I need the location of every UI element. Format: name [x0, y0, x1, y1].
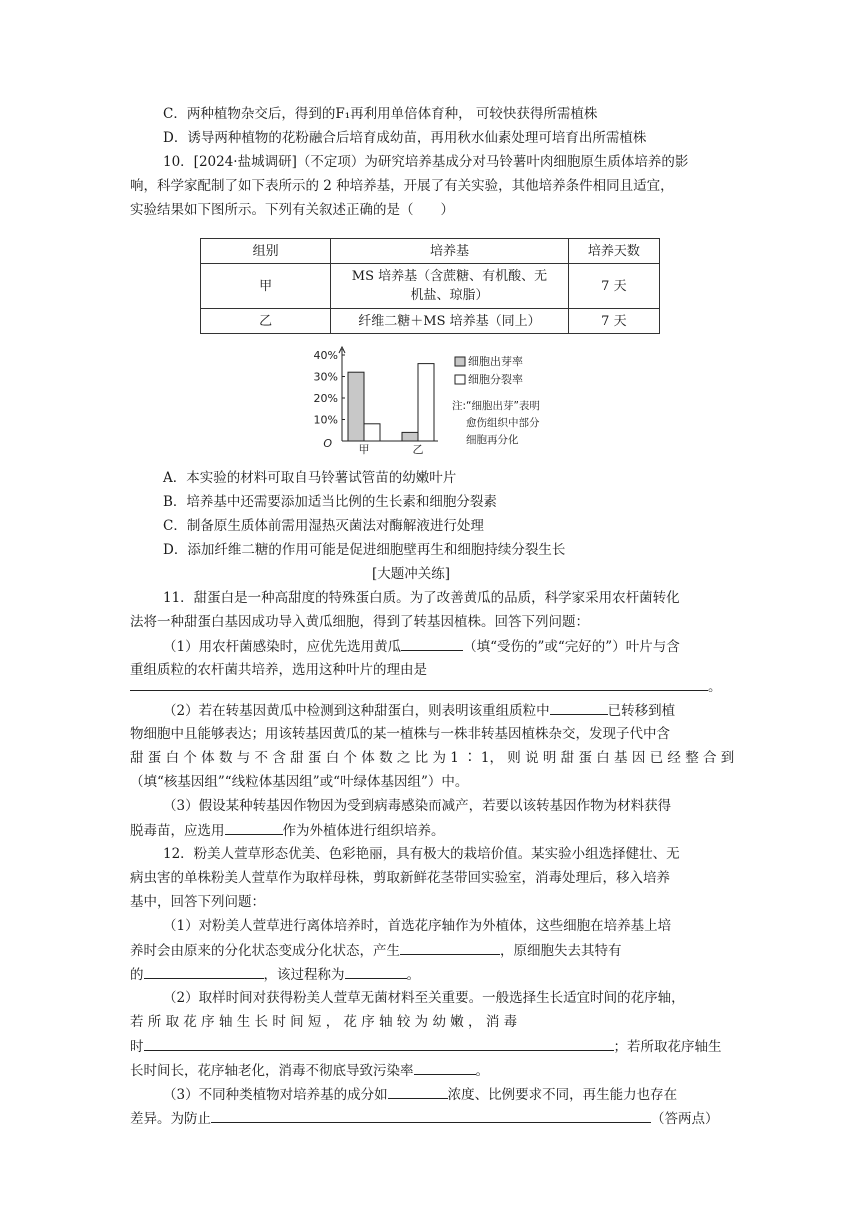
answer-blank[interactable] — [225, 820, 283, 835]
answer-blank[interactable] — [144, 1036, 614, 1051]
table-cell-medium-line: MS 培养基（含蔗糖、有机酸、无 — [351, 269, 548, 284]
option-a[interactable]: A．本实验的材料可取自马铃薯试管苗的幼嫩叶片 — [163, 470, 457, 486]
q11-line-2: 法将一种甜蛋白基因成功导入黄瓜细胞，得到了转基因植株。回答下列问题： — [130, 614, 589, 630]
bar-0-1 — [364, 424, 380, 441]
q12-line-8: 若 所 取 花 序 轴 生 长 时 间 短 ， 花 序 轴 较 为 幼 嫩 ， 消 毒 — [130, 1014, 518, 1030]
bar-0-0 — [348, 372, 364, 441]
answer-blank[interactable] — [211, 1108, 651, 1123]
table-header-group: 组别 — [201, 239, 331, 264]
q12-text: ，该过程称为 — [263, 967, 345, 983]
q11-text: （填“受伤的”或“完好的”）叶片与含 — [463, 639, 680, 655]
legend-label: 细胞出芽率 — [468, 355, 523, 368]
q11-text: 脱毒苗，应选用 — [130, 823, 225, 839]
chart-note: 愈伤组织中部分 — [466, 417, 540, 429]
y-tick-label: 40% — [313, 349, 338, 362]
q12-line-6 — [130, 964, 420, 985]
q12-text: ，原细胞失去其特有 — [500, 943, 622, 959]
bar-1-0 — [402, 432, 418, 441]
q12-text: 的 — [130, 967, 144, 983]
table-cell-days: 7 天 — [568, 309, 659, 334]
q11-line-6 — [163, 700, 675, 721]
q11-line-7: 物细胞中且能够表达；用该转基因黄瓜的某一植株与一株非转基因植株杂交，发现子代中含 — [130, 726, 670, 742]
q12-text: （答两点） — [651, 1111, 719, 1127]
q12-line-5 — [130, 940, 622, 961]
table-cell-group: 乙 — [201, 309, 331, 334]
origin-label: O — [323, 437, 332, 450]
q11-text: 。 — [708, 679, 722, 695]
table-cell-medium-line: 机盐、琼脂） — [410, 288, 489, 303]
chart-note: 细胞再分化 — [466, 434, 519, 446]
q12-text: 浓度、比例要求不同，再生能力也存在 — [447, 1087, 678, 1103]
q12-text: 养时会由原来的分化状态变成分化状态，产生 — [130, 943, 400, 959]
q12-line-11 — [163, 1084, 677, 1105]
q12-line-10 — [130, 1060, 489, 1081]
q11-text: 已转移到植 — [607, 703, 676, 719]
q11-text: 作为外植体进行组织培养。 — [282, 823, 445, 839]
answer-blank[interactable] — [550, 700, 608, 715]
legend-label: 细胞分裂率 — [468, 373, 523, 386]
option-c[interactable]: C．制备原生质体前需用湿热灭菌法对酶解液进行处理 — [163, 518, 484, 534]
y-tick-label: 20% — [313, 392, 338, 405]
answer-blank[interactable] — [130, 676, 708, 691]
bar-chart — [300, 345, 590, 460]
answer-blank[interactable] — [401, 636, 463, 651]
table-cell-days: 7 天 — [568, 264, 659, 309]
q12-text: 差异。为防止 — [130, 1111, 211, 1127]
q11-line-9: （填“核基因组”“线粒体基因组”或“叶绿体基因组”）中。 — [130, 774, 469, 790]
q11-line-5 — [130, 676, 722, 697]
table-cell-group: 甲 — [201, 264, 331, 309]
q12-line-7: （2）取样时间对获得粉美人萱草无菌材料至关重要。一般选择生长适宜时间的花序轴， — [163, 990, 685, 1006]
q12-text: 。 — [406, 967, 420, 983]
q12-text: 。 — [475, 1063, 489, 1079]
q11-line-8: 甜 蛋 白 个 体 数 与 不 含 甜 蛋 白 个 体 数 之 比 为 1 ∶ 1， 则 说 明 甜 蛋 白 基 因 已 经 整 合 到 — [130, 750, 735, 766]
q12-line-3: 基中，回答下列问题： — [130, 894, 265, 910]
y-tick-label: 10% — [313, 413, 338, 427]
q12-line-2: 病虫害的单株粉美人萱草作为取样母株，剪取新鲜花茎带回实验室，消毒处理后，移入培养 — [130, 870, 670, 886]
table-header-days: 培养天数 — [568, 239, 659, 264]
section-title: [大题冲关练] — [372, 566, 451, 582]
q11-line-4: 重组质粒的农杆菌共培养，选用这种叶片的理由是 — [130, 662, 427, 678]
q11-line-10: （3）假设某种转基因作物因为受到病毒感染而减产，若要以该转基因作物为材料获得 — [163, 798, 672, 814]
answer-blank[interactable] — [400, 940, 500, 955]
legend-swatch — [455, 357, 465, 366]
answer-blank[interactable] — [345, 964, 407, 979]
option-d[interactable]: D．添加纤维二糖的作用可能是促进细胞壁再生和细胞持续分裂生长 — [163, 542, 566, 558]
x-tick-label: 乙 — [412, 443, 424, 456]
option-d-prev: D．诱导两种植物的花粉融合后培育成幼苗，再用秋水仙素处理可培育出所需植株 — [163, 130, 647, 146]
x-tick-label: 甲 — [358, 443, 370, 456]
chart-note: 注:“细胞出芽”表明 — [452, 400, 540, 412]
q11-text: （1）用农杆菌感染时，应优先选用黄瓜 — [163, 639, 402, 655]
q12-line-12 — [130, 1108, 719, 1129]
q11-line-1: 11．甜蛋白是一种高甜度的特殊蛋白质。为了改善黄瓜的品质，科学家采用农杆菌转化 — [163, 590, 680, 606]
q11-text: （2）若在转基因黄瓜中检测到这种甜蛋白，则表明该重组质粒中 — [163, 703, 550, 719]
q11-line-11 — [130, 820, 445, 841]
media-table — [200, 238, 660, 334]
q10-line-3: 实验结果如下图所示。下列有关叙述正确的是（ ） — [130, 202, 454, 218]
q12-text: ；若所取花序轴生 — [613, 1039, 722, 1055]
table-header-medium: 培养基 — [331, 239, 569, 264]
answer-blank[interactable] — [414, 1060, 476, 1075]
answer-blank[interactable] — [388, 1084, 448, 1099]
y-tick-label: 30% — [313, 370, 338, 384]
q10-line-2: 响，科学家配制了如下表所示的 2 种培养基，开展了有关实验，其他培养条件相同且适宜， — [130, 178, 674, 194]
legend-swatch — [455, 375, 465, 384]
q12-text: （3）不同种类植物对培养基的成分如 — [163, 1087, 388, 1103]
bar-1-1 — [418, 364, 434, 441]
option-c-prev: C．两种植物杂交后，得到的F₁再利用单倍体育种， 可较快获得所需植株 — [163, 106, 598, 122]
q12-text: 时 — [130, 1039, 144, 1055]
q12-line-9 — [130, 1036, 722, 1057]
q11-line-3 — [163, 636, 680, 657]
option-b[interactable]: B．培养基中还需要添加适当比例的生长素和细胞分裂素 — [163, 494, 497, 510]
q12-text: 长时间长，花序轴老化，消毒不彻底导致污染率 — [130, 1063, 414, 1079]
q10-line-1: 10．[2024·盐城调研]（不定项）为研究培养基成分对马铃薯叶肉细胞原生质体培养的影 — [163, 154, 689, 170]
table-cell-medium: 纤维二糖＋MS 培养基（同上） — [331, 309, 569, 334]
answer-blank[interactable] — [144, 964, 264, 979]
table-cell-medium — [331, 264, 569, 309]
q12-line-4: （1）对粉美人萱草进行离体培养时，首选花序轴作为外植体，这些细胞在培养基上培 — [163, 918, 672, 934]
q12-line-1: 12．粉美人萱草形态优美、色彩艳丽，具有极大的栽培价值。某实验小组选择健壮、无 — [163, 846, 680, 862]
